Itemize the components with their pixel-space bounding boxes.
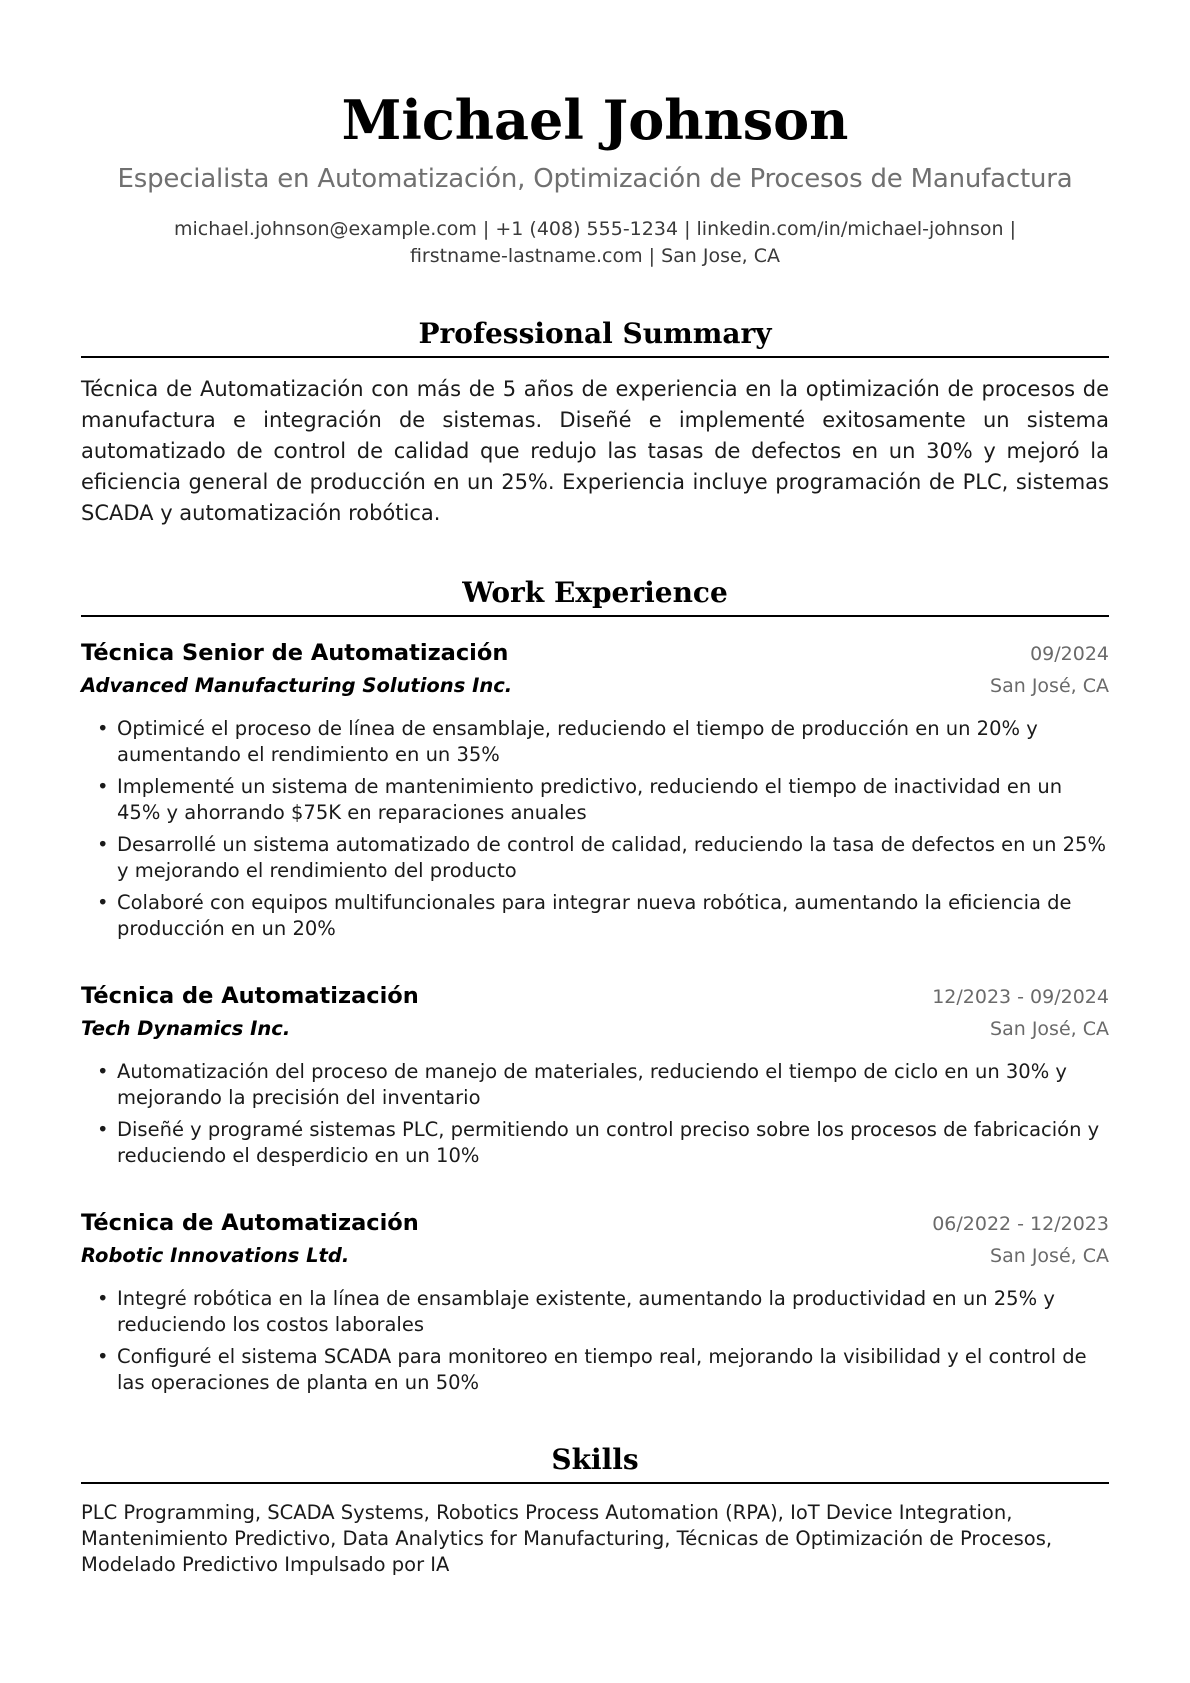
bullet-glyph: • <box>97 891 109 914</box>
job-bullet <box>97 1286 1109 1338</box>
job-location: San José, CA <box>990 1245 1109 1267</box>
section-title-skills: Skills <box>81 1442 1109 1484</box>
job-bullet <box>97 774 1109 826</box>
job-bullet <box>97 832 1109 884</box>
section-title-summary: Professional Summary <box>81 316 1109 358</box>
job-bullets <box>81 1059 1109 1169</box>
section-title-experience: Work Experience <box>81 575 1109 617</box>
summary-text: Técnica de Automatización con más de 5 años de experiencia en la optimización de procesos de manufactura e integración de sistemas. Diseñé e implementé exitosamente un sistema automatizado de control de calidad que redujo las tasas de defectos en un 30% y mejoró la eficiencia general de producción en un 25%. Experiencia incluye programación de PLC, sistemas SCADA y automatización robótica. <box>81 377 1109 525</box>
job-company-row <box>81 1013 1109 1045</box>
bullet-glyph: • <box>97 1118 109 1141</box>
job-date: 09/2024 <box>1030 643 1109 665</box>
bullet-text: Desarrollé un sistema automatizado de control de calidad, reduciendo la tasa de defectos en un 25% y mejorando el rendimiento del producto <box>117 833 1106 882</box>
job-company: Advanced Manufacturing Solutions Inc. <box>81 674 513 697</box>
bullet-text: Integré robótica en la línea de ensamblaje existente, aumentando la productividad en un 25% y reduciendo los costos laborales <box>117 1287 1055 1336</box>
bullet-glyph: • <box>97 1287 109 1310</box>
job-title: Técnica de Automatización <box>81 1210 419 1236</box>
bullet-glyph: • <box>97 1060 109 1083</box>
job-company-row <box>81 1240 1109 1272</box>
resume-header <box>81 88 1109 270</box>
job-date: 06/2022 - 12/2023 <box>932 1213 1109 1235</box>
bullet-glyph: • <box>97 833 109 856</box>
bullet-glyph: • <box>97 717 109 740</box>
job-company-row <box>81 670 1109 702</box>
bullet-text: Optimicé el proceso de línea de ensamblaje, reduciendo el tiempo de producción en un 20% y aumentando el rendimiento en un 35% <box>117 717 1038 766</box>
job-header-row <box>81 1207 1109 1240</box>
job-title: Técnica Senior de Automatización <box>81 640 509 666</box>
job-company: Tech Dynamics Inc. <box>81 1017 291 1040</box>
job-bullets <box>81 716 1109 942</box>
job-title: Técnica de Automatización <box>81 983 419 1009</box>
job-entry <box>81 637 1109 942</box>
summary-section <box>81 316 1109 529</box>
bullet-text: Colaboré con equipos multifuncionales para integrar nueva robótica, aumentando la eficiencia de producción en un 20% <box>117 891 1072 940</box>
contact-info <box>145 216 1045 270</box>
job-entry <box>81 980 1109 1169</box>
bullet-text: Automatización del proceso de manejo de materiales, reduciendo el tiempo de ciclo en un 30% y mejorando la precisión del inventario <box>117 1060 1067 1109</box>
skills-text: PLC Programming, SCADA Systems, Robotics Process Automation (RPA), IoT Device Integration, Mantenimiento Predictivo, Data Analytics for Manufacturing, Técnicas de Optimización de Procesos, Modelado Predictivo Impulsado por IA <box>81 1501 1053 1576</box>
contact-line-1: michael.johnson@example.com | +1 (408) 555-1234 | linkedin.com/in/michael-johnson | <box>174 218 1016 240</box>
job-bullet <box>97 1059 1109 1111</box>
candidate-headline: Especialista en Automatización, Optimización de Procesos de Manufactura <box>117 164 1073 194</box>
job-bullets <box>81 1286 1109 1396</box>
job-header-row <box>81 980 1109 1013</box>
job-bullet <box>97 1344 1109 1396</box>
job-location: San José, CA <box>990 1018 1109 1040</box>
contact-line-2: firstname-lastname.com | San Jose, CA <box>409 245 781 267</box>
bullet-glyph: • <box>97 1345 109 1368</box>
bullet-glyph: • <box>97 775 109 798</box>
job-bullet <box>97 716 1109 768</box>
job-bullet <box>97 890 1109 942</box>
bullet-text: Implementé un sistema de mantenimiento predictivo, reduciendo el tiempo de inactividad en un 45% y ahorrando $75K en reparaciones anuales <box>117 775 1063 824</box>
skills-section <box>81 1442 1109 1578</box>
job-location: San José, CA <box>990 675 1109 697</box>
candidate-name: Michael Johnson <box>341 88 849 152</box>
bullet-text: Configuré el sistema SCADA para monitoreo en tiempo real, mejorando la visibilidad y el control de las operaciones de planta en un 50% <box>117 1345 1087 1394</box>
job-bullet <box>97 1117 1109 1169</box>
experience-section <box>81 575 1109 1396</box>
job-header-row <box>81 637 1109 670</box>
job-company: Robotic Innovations Ltd. <box>81 1244 350 1267</box>
job-date: 12/2023 - 09/2024 <box>932 986 1109 1008</box>
job-entry <box>81 1207 1109 1396</box>
bullet-text: Diseñé y programé sistemas PLC, permitiendo un control preciso sobre los procesos de fabricación y reduciendo el desperdicio en un 10% <box>117 1118 1100 1167</box>
